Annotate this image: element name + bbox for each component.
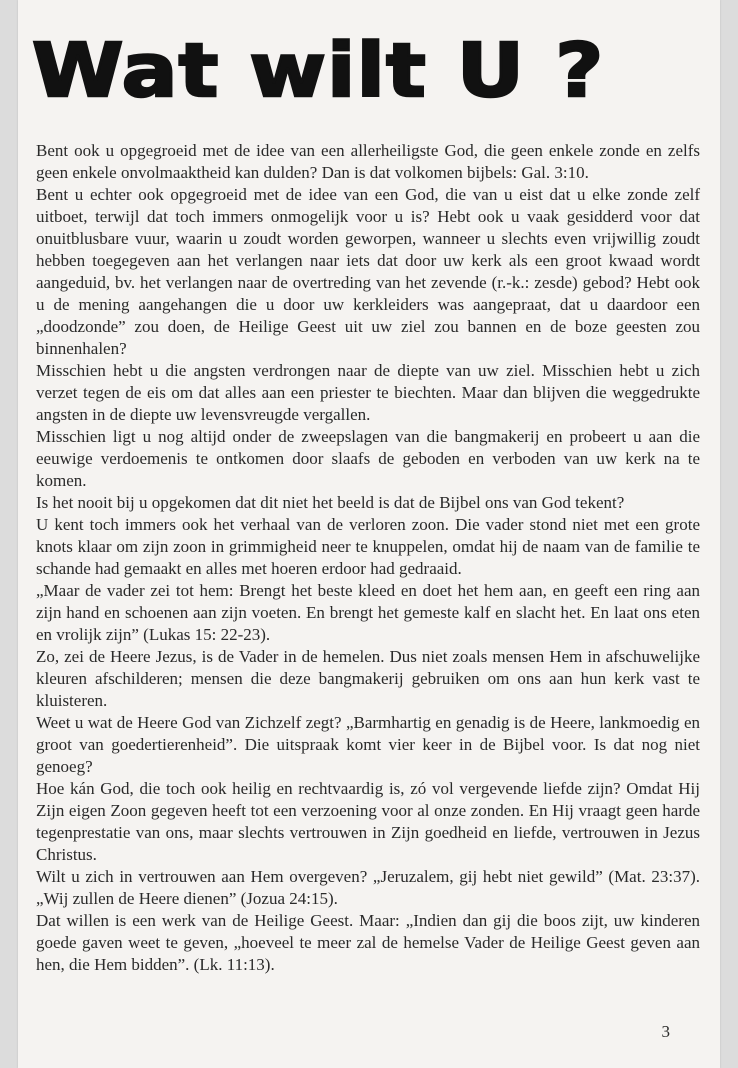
paragraph: Misschien hebt u die angsten verdrongen naar de diepte van uw ziel. Misschien hebt u zich verzet tegen de eis om dat alles aan een priester te biechten. Maar dan blijven die weggedrukte angsten in de diepte uw levensvreugde vergallen. [36,361,700,424]
paragraph: Is het nooit bij u opgekomen dat dit niet het beeld is dat de Bijbel ons van God tekent? [36,493,625,512]
paragraph: Zo, zei de Heere Jezus, is de Vader in de hemelen. Dus niet zoals mensen Hem in afschuwelijke kleuren afschilderen; mensen die deze bangmakerij gebruiken om ons aan hun kerk vast te kluisteren. [36,647,700,710]
paragraph: Bent ook u opgegroeid met de idee van een allerheiligste God, die geen enkele zonde en zelfs geen enkele onvolmaaktheid kan dulden? Dan is dat volkomen bijbels: Gal. 3:10. [36,141,700,182]
article-body [36,140,700,976]
page-number: 3 [661,1022,670,1041]
paragraph: Weet u wat de Heere God van Zichzelf zegt? „Barmhartig en genadig is de Heere, lankmoedig en groot van goedertierenheid”. Die uitspraak komt vier keer in de Bijbel voor. Is dat nog niet genoeg? [36,713,700,776]
paragraph: Misschien ligt u nog altijd onder de zweepslagen van die bangmakerij en probeert u aan die eeuwige verdoemenis te ontkomen door slaafs de geboden en verboden van uw kerk na te komen. [36,427,700,490]
paragraph: Wilt u zich in vertrouwen aan Hem overgeven? „Jeruzalem, gij hebt niet gewild” (Mat. 23:37). „Wij zullen de Heere dienen” (Jozua 24:15). [36,867,700,908]
page-title: Wat wilt U ? [32,28,605,114]
paragraph: Dat willen is een werk van de Heilige Geest. Maar: „Indien dan gij die boos zijt, uw kinderen goede gaven weet te geven, „hoeveel te meer zal de hemelse Vader de Heilige Geest geven aan hen, die Hem bidden”. (Lk. 11:13). [36,911,700,974]
paragraph: „Maar de vader zei tot hem: Brengt het beste kleed en doet het hem aan, en geeft een ring aan zijn hand en schoenen aan zijn voeten. En brengt het gemeste kalf en slacht het. En laat ons eten en vrolijk zijn” (Lukas 15: 22-23). [36,581,700,644]
paragraph: Bent u echter ook opgegroeid met de idee van een God, die van u eist dat u elke zonde zelf uitboet, terwijl dat toch immers onmogelijk voor u is? Hebt ook u vaak gesidderd voor dat onuitblusbare vuur, waarin u zoudt worden geworpen, wanneer u slechts even vrijwillig zoudt hebben toegegeven aan het verlangen naar iets dat door uw kerk als een groot kwaad wordt aangeduid, bv. het verlangen naar de overtreding van het zevende (r.-k.: zesde) gebod? Hebt ook u de mening aangehangen die u door uw kerkleiders was aangepraat, dat u daardoor een „doodzonde” zou doen, de Heilige Geest uit uw ziel zou bannen en de boze geesten zou binnenhalen? [36,185,700,358]
page [18,0,720,1068]
paragraph: Hoe kán God, die toch ook heilig en rechtvaardig is, zó vol vergevende liefde zijn? Omdat Hij Zijn eigen Zoon gegeven heeft tot een verzoening voor al onze zonden. En Hij vraagt geen harde tegenprestatie van ons, maar slechts vertrouwen in Zijn goedheid en liefde, vertrouwen in Jezus Christus. [36,779,700,864]
paragraph: U kent toch immers ook het verhaal van de verloren zoon. Die vader stond niet met een grote knots klaar om zijn zoon in grimmigheid neer te knuppelen, omdat hij de naam van de familie te schande had gemaakt en alles met hoeren erdoor had gedraaid. [36,515,700,578]
